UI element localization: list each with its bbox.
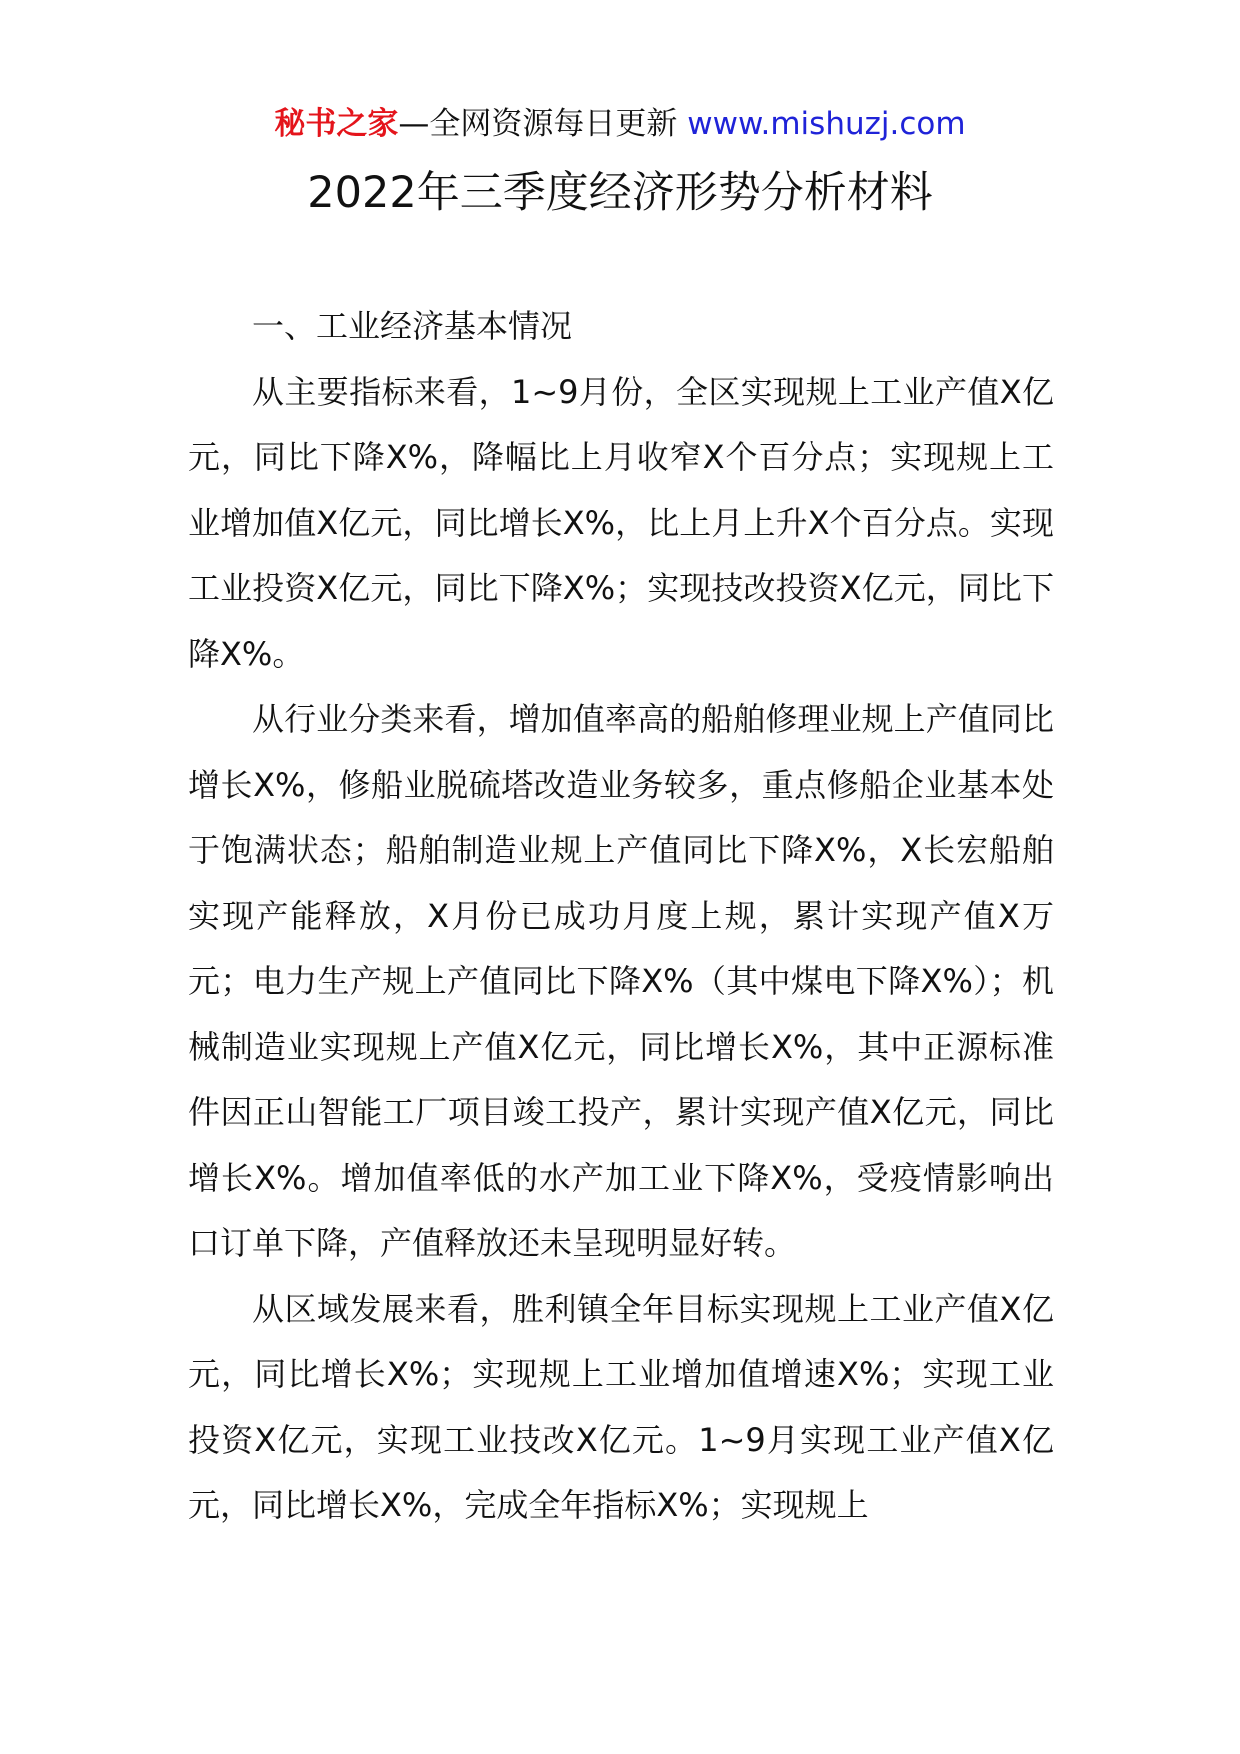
header-slogan: —全网资源每日更新	[398, 106, 678, 142]
section-heading: 一、工业经济基本情况	[252, 307, 573, 345]
document-title: 2022年三季度经济形势分析材料	[307, 168, 933, 218]
paragraph-main-indicators: 从主要指标来看，1~9月份，全区实现规上工业产值X亿元，同比下降X%，降幅比上月收窄X个百分点；实现规上工业增加值X亿元，同比增长X%，比上月上升X个百分点。实现工业投资X亿元，同比下降X%；实现技改投资X亿元，同比下降X%。	[188, 372, 1054, 673]
paragraph-industry-classification: 从行业分类来看，增加值率高的船舶修理业规上产值同比增长X%，修船业脱硫塔改造业务较多，重点修船企业基本处于饱满状态；船舶制造业规上产值同比下降X%，X长宏船舶实现产能释放，X月份已成功月度上规，累计实现产值X万元；电力生产规上产值同比下降X%（其中煤电下降X%）；机械制造业实现规上产值X亿元，同比增长X%，其中正源标准件因正山智能工厂项目竣工投产，累计实现产值X亿元，同比增长X%。增加值率低的水产加工业下降X%，受疫情影响出口订单下降，产值释放还未呈现明显好转。	[188, 700, 1054, 1262]
site-url-link[interactable]: www.mishuzj.com	[687, 106, 966, 142]
brand-name: 秘书之家	[274, 106, 399, 142]
paragraph-regional-development: 从区域发展来看，胜利镇全年目标实现规上工业产值X亿元，同比增长X%；实现规上工业增加值增速X%；实现工业投资X亿元，实现工业技改X亿元。1~9月实现工业产值X亿元，同比增长X%，完成全年指标X%；实现规上	[188, 1289, 1054, 1524]
site-header	[0, 102, 1240, 146]
document-body	[188, 294, 1054, 1539]
